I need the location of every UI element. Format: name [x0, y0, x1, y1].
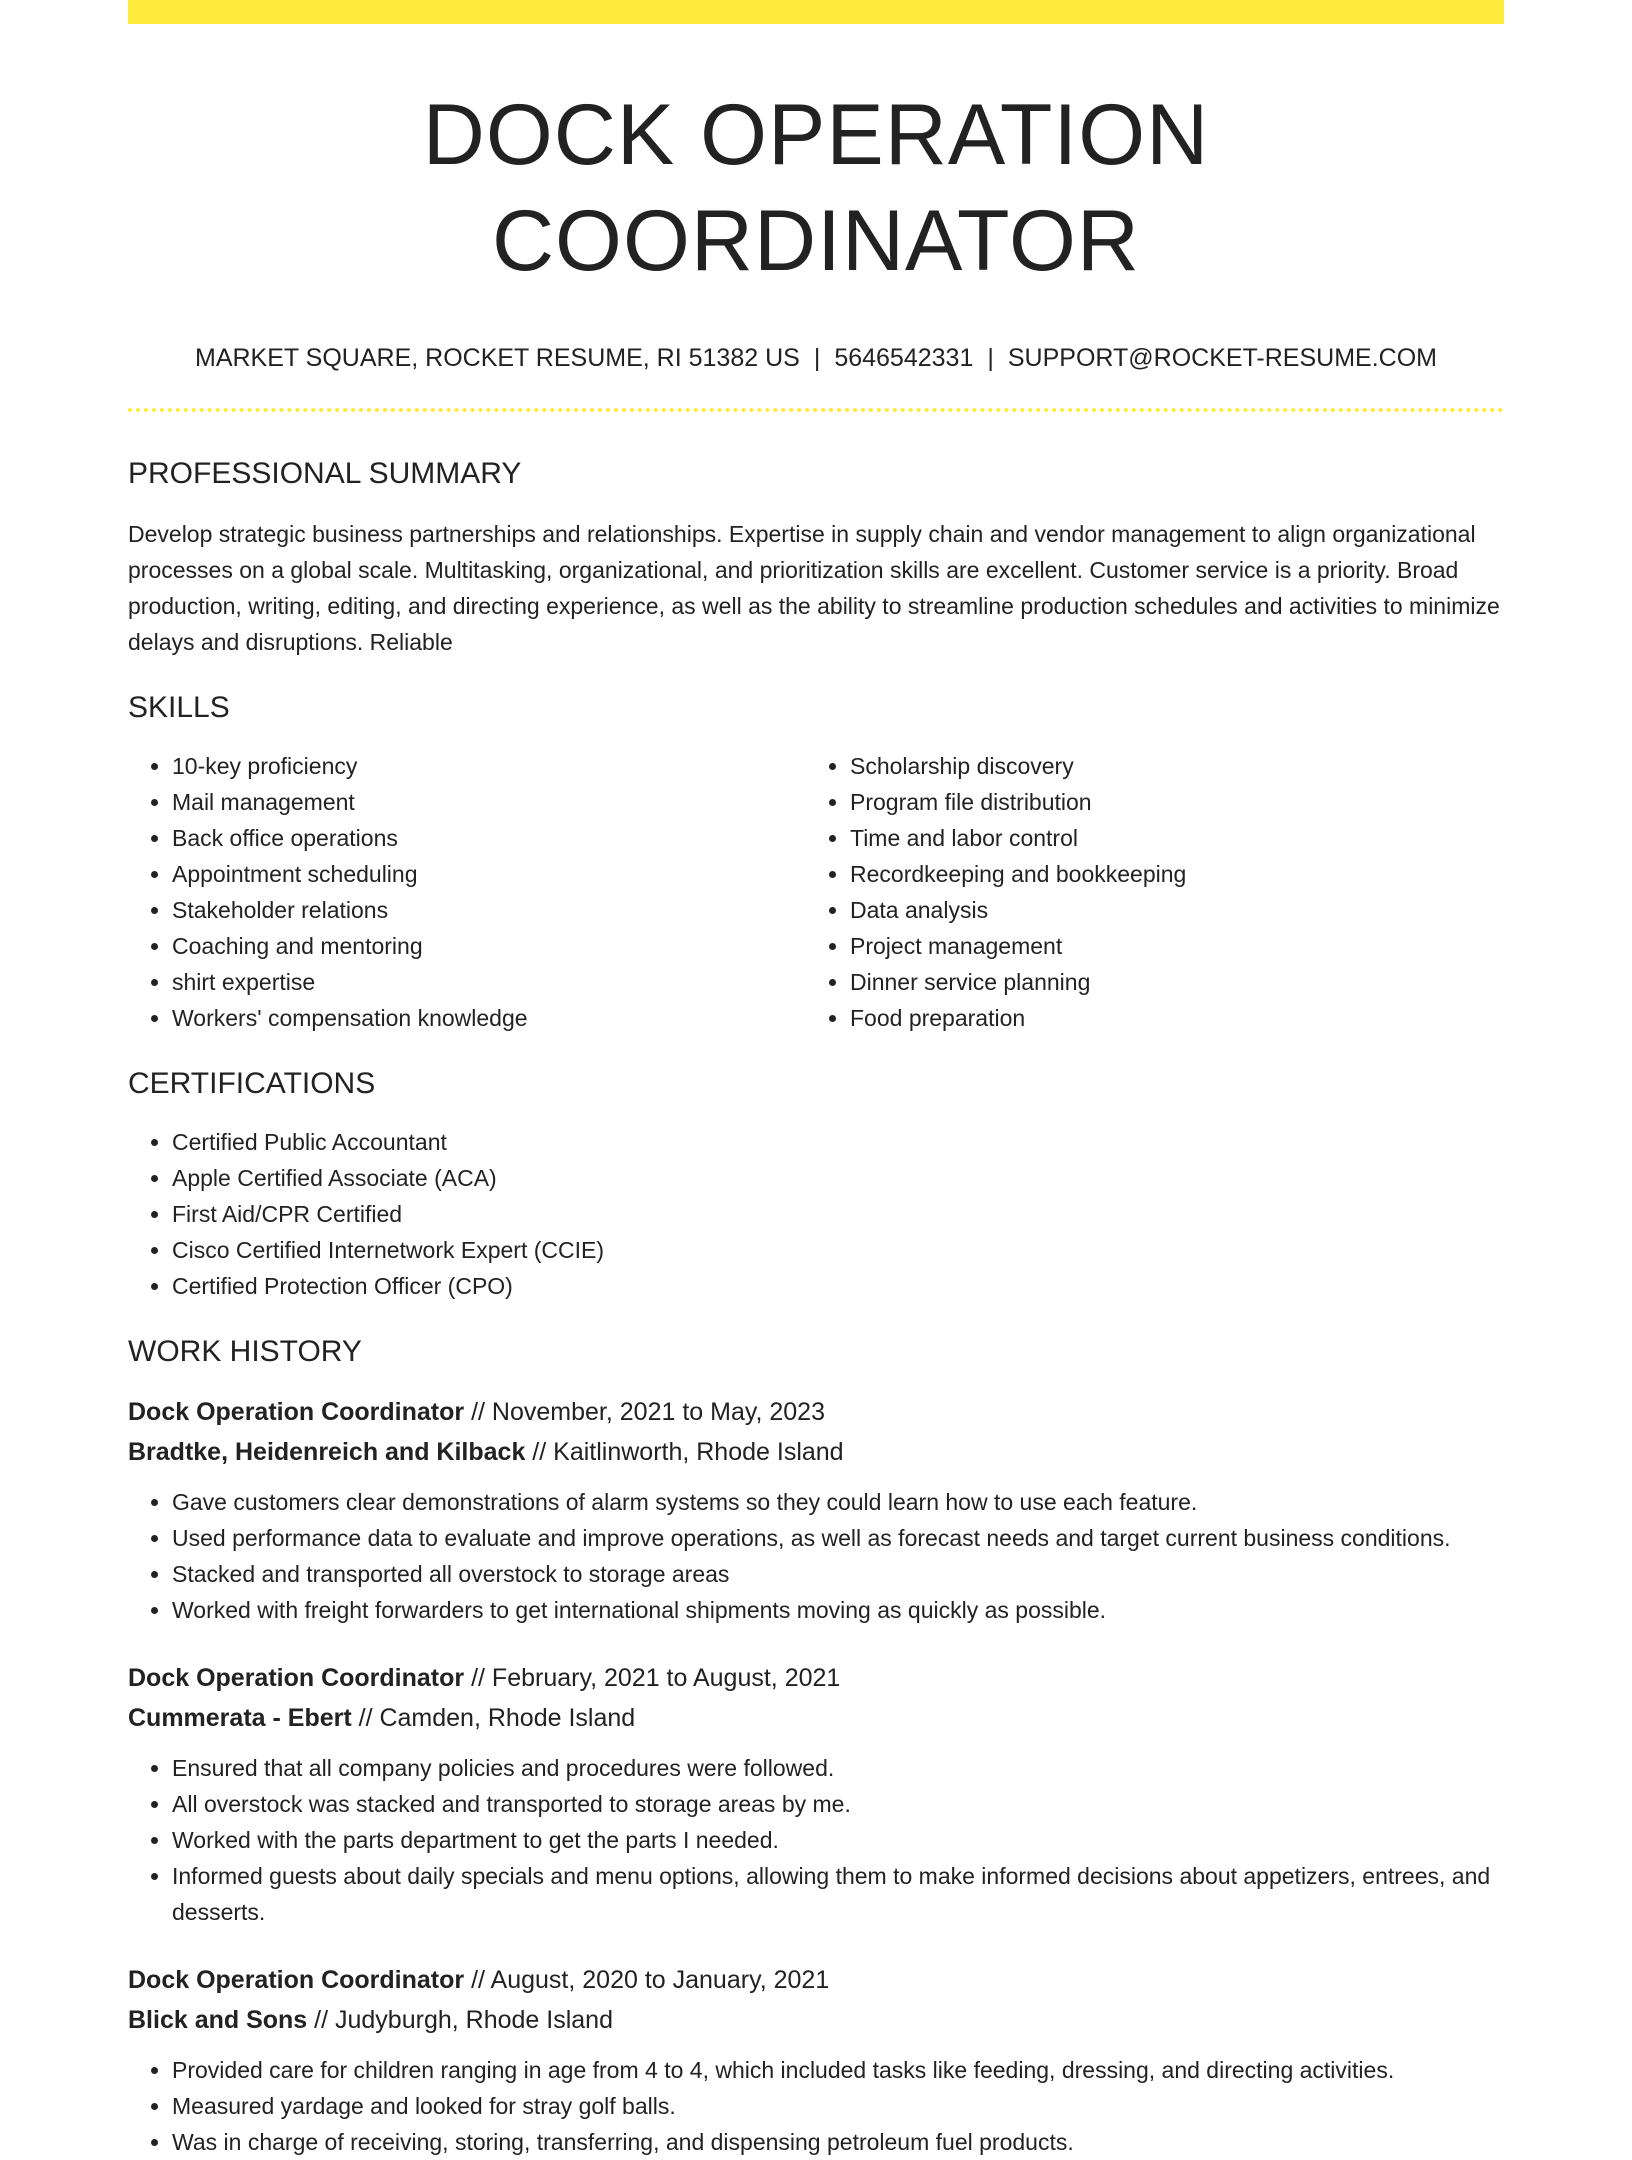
skills-heading: SKILLS [128, 691, 230, 724]
job-dates: // November, 2021 to May, 2023 [464, 1398, 825, 1426]
skill-item: • Mail management [172, 784, 806, 820]
skill-item: • Recordkeeping and bookkeeping [850, 856, 1484, 892]
job-duty-item: • Gave customers clear demonstrations of alarm systems so they could learn how to use each feature. [172, 1484, 1504, 1520]
skill-item: • Food preparation [850, 1000, 1484, 1036]
skill-item: • Coaching and mentoring [172, 928, 806, 964]
certification-item: • First Aid/CPR Certified [172, 1196, 1504, 1232]
job-entry [128, 1960, 1504, 2160]
job-company: Bradtke, Heidenreich and Kilback [128, 1438, 526, 1466]
job-role: Dock Operation Coordinator [128, 1398, 465, 1426]
work-history-heading: WORK HISTORY [128, 1335, 362, 1368]
skills-left-list [128, 748, 806, 1036]
skill-item: • Back office operations [172, 820, 806, 856]
job-role: Dock Operation Coordinator [128, 1966, 465, 1994]
contact-line [128, 342, 1504, 374]
skill-item: • Project management [850, 928, 1484, 964]
skill-item: • Appointment scheduling [172, 856, 806, 892]
skill-item: • Dinner service planning [850, 964, 1484, 1000]
job-dates: // August, 2020 to January, 2021 [464, 1966, 830, 1994]
job-role-line [128, 1960, 1504, 2000]
skill-item: • Data analysis [850, 892, 1484, 928]
skill-item: • Workers' compensation knowledge [172, 1000, 806, 1036]
job-duty-item: • All overstock was stacked and transported to storage areas by me. [172, 1786, 1504, 1822]
job-entry [128, 1392, 1504, 1628]
job-location: // Camden, Rhode Island [351, 1704, 636, 1732]
job-duties-list [128, 2052, 1504, 2160]
job-role-line [128, 1392, 1504, 1432]
job-location: // Judyburgh, Rhode Island [307, 2006, 613, 2034]
job-dates: // February, 2021 to August, 2021 [464, 1664, 841, 1692]
job-company: Blick and Sons [128, 2006, 308, 2034]
job-duties-list [128, 1484, 1504, 1628]
certification-item: • Certified Public Accountant [172, 1124, 1504, 1160]
job-company-line [128, 1698, 1504, 1738]
job-location: // Kaitlinworth, Rhode Island [525, 1438, 844, 1466]
job-duties-list [128, 1750, 1504, 1930]
job-duty-item: • Ensured that all company policies and procedures were followed. [172, 1750, 1504, 1786]
skills-columns [128, 748, 1504, 1036]
contact-email: SUPPORT@ROCKET-RESUME.COM [1007, 344, 1437, 372]
resume-content [128, 24, 1504, 2160]
job-duty-item: • Provided care for children ranging in age from 4 to 4, which included tasks like feeding, dressing, and directing activities. [172, 2052, 1504, 2088]
certification-item: • Cisco Certified Internetwork Expert (CCIE) [172, 1232, 1504, 1268]
job-duty-item: • Measured yardage and looked for stray golf balls. [172, 2088, 1504, 2124]
job-duty-item: • Worked with the parts department to get the parts I needed. [172, 1822, 1504, 1858]
job-duty-item: • Was in charge of receiving, storing, transferring, and dispensing petroleum fuel products. [172, 2124, 1504, 2160]
certification-item: • Apple Certified Associate (ACA) [172, 1160, 1504, 1196]
contact-separator: | [987, 344, 994, 372]
candidate-title: DOCK OPERATION COORDINATOR [422, 87, 1210, 289]
job-entry [128, 1658, 1504, 1930]
job-duty-item: • Worked with freight forwarders to get international shipments moving as quickly as possible. [172, 1592, 1504, 1628]
skill-item: • Stakeholder relations [172, 892, 806, 928]
job-role-line [128, 1658, 1504, 1698]
skill-item: • Scholarship discovery [850, 748, 1484, 784]
dotted-divider [128, 408, 1504, 412]
job-company-line [128, 2000, 1504, 2040]
certification-item: • Certified Protection Officer (CPO) [172, 1268, 1504, 1304]
skills-right-list [806, 748, 1484, 1036]
certifications-heading: CERTIFICATIONS [128, 1067, 376, 1100]
summary-text: Develop strategic business partnerships and relationships. Expertise in supply chain and vendor management to align organizational processes on a global scale. Multitasking, organizational, and prioritization skills are excellent. Customer service is a priority. Broad production, writing, editing, and directing experience, as well as the ability to streamline production schedules and activities to minimize delays and disruptions. Reliable [128, 521, 1500, 655]
certifications-list [128, 1124, 1504, 1304]
skill-item: • shirt expertise [172, 964, 806, 1000]
contact-address: MARKET SQUARE, ROCKET RESUME, RI 51382 US [195, 344, 800, 372]
job-duty-item: • Stacked and transported all overstock to storage areas [172, 1556, 1504, 1592]
skill-item: • Program file distribution [850, 784, 1484, 820]
job-duty-item: • Informed guests about daily specials and menu options, allowing them to make informed decisions about appetizers, entrees, and desserts. [172, 1858, 1504, 1930]
job-duty-item: • Used performance data to evaluate and improve operations, as well as forecast needs and target current business conditions. [172, 1520, 1504, 1556]
summary-heading: PROFESSIONAL SUMMARY [128, 457, 522, 490]
accent-top-bar [128, 0, 1504, 24]
job-company-line [128, 1432, 1504, 1472]
skill-item: • Time and labor control [850, 820, 1484, 856]
job-role: Dock Operation Coordinator [128, 1664, 465, 1692]
contact-separator: | [813, 344, 821, 372]
skill-item: • 10-key proficiency [172, 748, 806, 784]
job-company: Cummerata - Ebert [128, 1704, 352, 1732]
contact-phone: 5646542331 [834, 344, 974, 372]
